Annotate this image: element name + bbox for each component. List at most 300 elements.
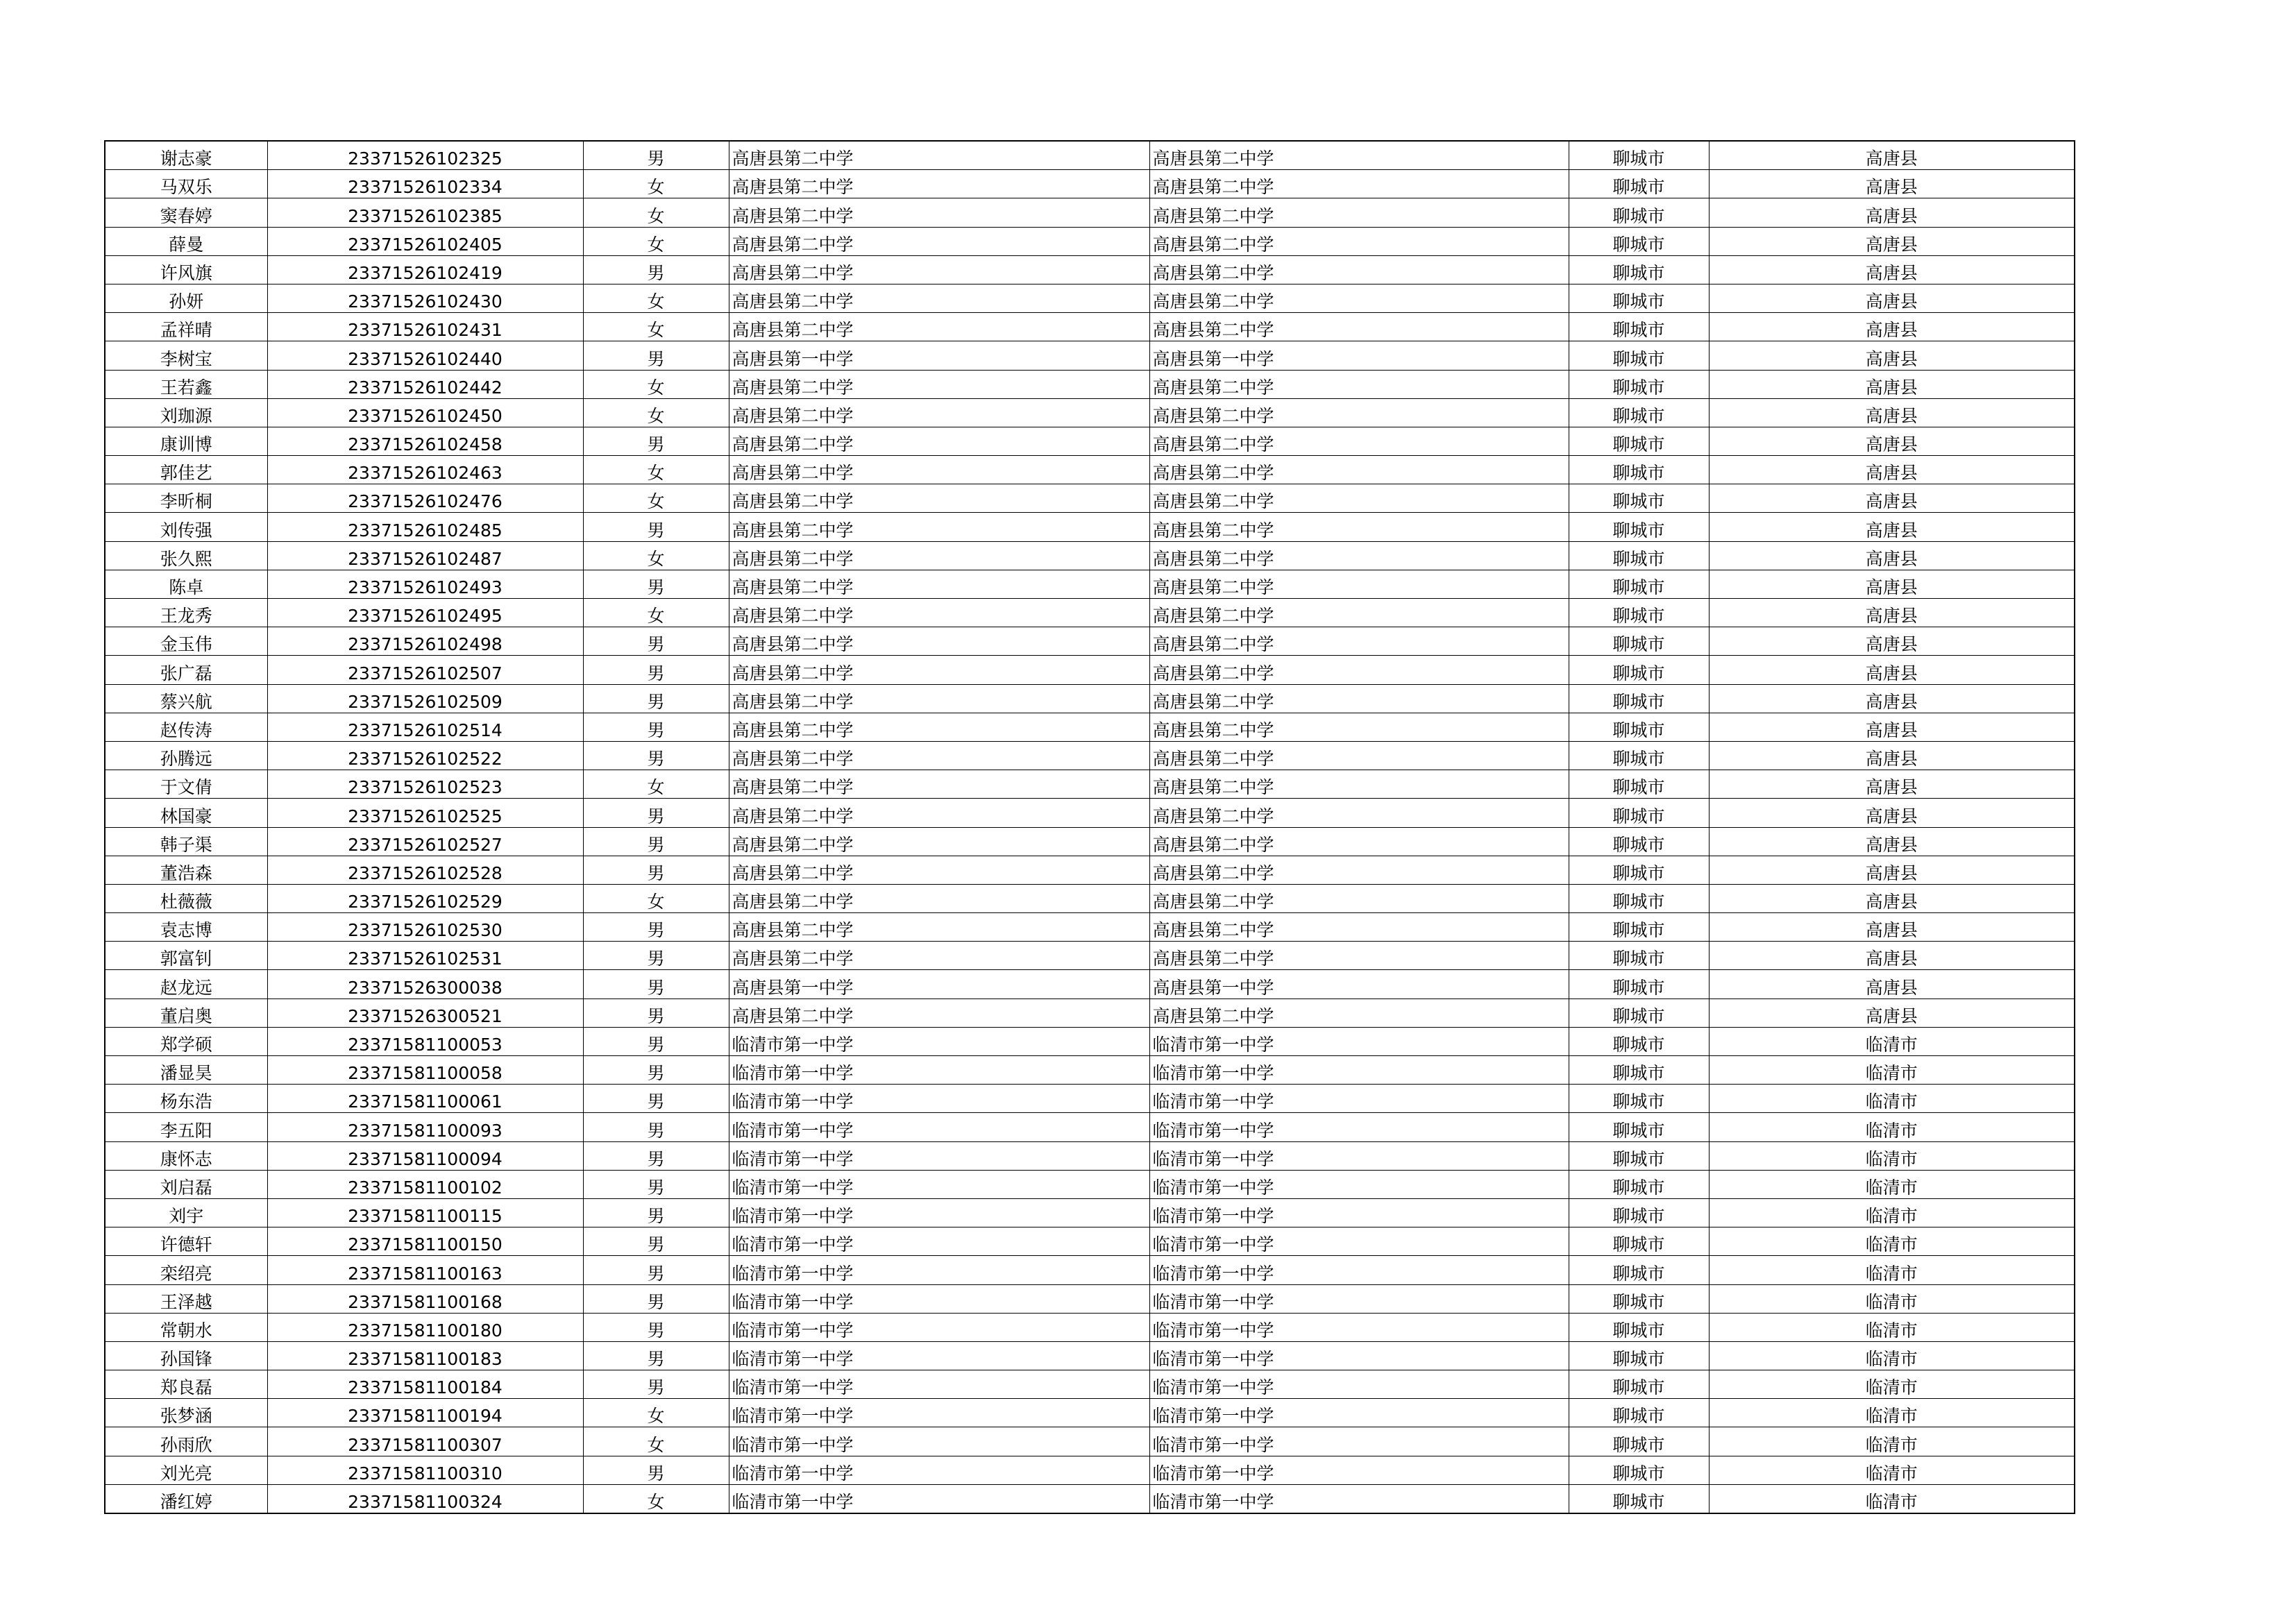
student-name-cell xyxy=(105,684,267,713)
cell-text: 高唐县第二中学 xyxy=(1152,548,1274,569)
cell-text: 临清市第一中学 xyxy=(1152,1263,1274,1284)
cell-text: 高唐县 xyxy=(1865,491,1918,512)
student-id-cell xyxy=(267,1227,583,1256)
cell-text: 聊城市 xyxy=(1612,1234,1665,1255)
cell-text: 李五阳 xyxy=(160,1120,212,1141)
cell-text: 高唐县第二中学 xyxy=(732,634,854,655)
cell-text: 高唐县第二中学 xyxy=(732,863,854,883)
cell-text: 23371581100180 xyxy=(348,1320,503,1341)
county-cell xyxy=(1709,913,2075,942)
cell-text: 赵传涛 xyxy=(160,720,212,740)
cell-text: 临清市第一中学 xyxy=(1152,1035,1274,1055)
cell-text: 聊城市 xyxy=(1612,177,1665,198)
cell-text: 男 xyxy=(647,863,665,883)
cell-text: 刘传强 xyxy=(160,520,212,541)
county-cell xyxy=(1709,513,2075,541)
cell-text: 23371581100053 xyxy=(348,1035,503,1055)
student-id-cell xyxy=(267,570,583,598)
cell-text: 23371526102419 xyxy=(348,262,503,283)
county-cell xyxy=(1709,570,2075,598)
city-cell xyxy=(1569,741,1709,770)
cell-text: 女 xyxy=(647,205,665,226)
county-cell xyxy=(1709,1313,2075,1341)
cell-text: 23371526102405 xyxy=(348,234,503,255)
city-cell xyxy=(1569,627,1709,656)
table-row xyxy=(105,1484,2075,1513)
cell-text: 高唐县第一中学 xyxy=(1152,977,1274,998)
student-id-cell xyxy=(267,599,583,627)
student-id-cell xyxy=(267,856,583,884)
school-cell xyxy=(729,541,1149,570)
cell-text: 临清市第一中学 xyxy=(1152,1434,1274,1455)
table-row xyxy=(105,1256,2075,1284)
cell-text: 高唐县第二中学 xyxy=(732,834,854,855)
student-id-cell xyxy=(267,1313,583,1341)
table-row xyxy=(105,627,2075,656)
cell-text: 郑良磊 xyxy=(160,1377,212,1398)
cell-text: 23371581100058 xyxy=(348,1063,503,1084)
gender-cell xyxy=(583,1399,729,1427)
admission-school-cell xyxy=(1149,1341,1569,1370)
cell-text: 高唐县 xyxy=(1865,863,1918,883)
admission-school-cell xyxy=(1149,370,1569,398)
cell-text: 23371526102450 xyxy=(348,405,503,426)
cell-text: 男 xyxy=(647,1063,665,1084)
gender-cell xyxy=(583,913,729,942)
cell-text: 聊城市 xyxy=(1612,205,1665,226)
cell-text: 康训博 xyxy=(160,434,212,455)
gender-cell xyxy=(583,684,729,713)
student-name-cell xyxy=(105,170,267,198)
school-cell xyxy=(729,570,1149,598)
county-cell xyxy=(1709,370,2075,398)
cell-text: 女 xyxy=(647,548,665,569)
city-cell xyxy=(1569,599,1709,627)
admission-school-cell xyxy=(1149,599,1569,627)
cell-text: 聊城市 xyxy=(1612,291,1665,312)
city-cell xyxy=(1569,1170,1709,1198)
cell-text: 董启奥 xyxy=(160,1005,212,1026)
cell-text: 临清市 xyxy=(1865,1349,1918,1370)
table-row xyxy=(105,1313,2075,1341)
admission-school-cell xyxy=(1149,942,1569,970)
student-id-cell xyxy=(267,170,583,198)
cell-text: 高唐县第二中学 xyxy=(1152,834,1274,855)
cell-text: 临清市第一中学 xyxy=(732,1120,854,1141)
gender-cell xyxy=(583,456,729,484)
county-cell xyxy=(1709,827,2075,856)
cell-text: 临清市第一中学 xyxy=(732,1463,854,1484)
student-id-cell xyxy=(267,999,583,1027)
county-cell xyxy=(1709,541,2075,570)
cell-text: 23371526300521 xyxy=(348,1005,503,1026)
cell-text: 王泽越 xyxy=(160,1291,212,1312)
cell-text: 聊城市 xyxy=(1612,1320,1665,1341)
student-id-cell xyxy=(267,713,583,741)
cell-text: 聊城市 xyxy=(1612,777,1665,798)
city-cell xyxy=(1569,1427,1709,1456)
school-cell xyxy=(729,284,1149,312)
student-id-cell xyxy=(267,1056,583,1085)
admission-school-cell xyxy=(1149,1085,1569,1113)
city-cell xyxy=(1569,770,1709,799)
cell-text: 高唐县第二中学 xyxy=(732,177,854,198)
cell-text: 高唐县 xyxy=(1865,520,1918,541)
admission-school-cell xyxy=(1149,1399,1569,1427)
cell-text: 23371526102525 xyxy=(348,806,503,826)
cell-text: 男 xyxy=(647,1291,665,1312)
admission-school-cell xyxy=(1149,570,1569,598)
school-cell xyxy=(729,255,1149,284)
cell-text: 高唐县第二中学 xyxy=(732,749,854,770)
city-cell xyxy=(1569,370,1709,398)
cell-text: 于文倩 xyxy=(160,777,212,798)
admission-school-cell xyxy=(1149,627,1569,656)
cell-text: 聊城市 xyxy=(1612,405,1665,426)
cell-text: 高唐县第二中学 xyxy=(1152,777,1274,798)
cell-text: 临清市第一中学 xyxy=(732,1063,854,1084)
county-cell xyxy=(1709,741,2075,770)
gender-cell xyxy=(583,1227,729,1256)
county-cell xyxy=(1709,1227,2075,1256)
cell-text: 聊城市 xyxy=(1612,463,1665,484)
cell-text: 23371526102485 xyxy=(348,520,503,541)
student-name-cell xyxy=(105,1370,267,1399)
cell-text: 聊城市 xyxy=(1612,1263,1665,1284)
cell-text: 高唐县第二中学 xyxy=(732,806,854,826)
city-cell xyxy=(1569,1198,1709,1227)
city-cell xyxy=(1569,913,1709,942)
county-cell xyxy=(1709,942,2075,970)
cell-text: 临清市第一中学 xyxy=(732,1349,854,1370)
cell-text: 23371526102463 xyxy=(348,463,503,484)
admission-school-cell xyxy=(1149,1170,1569,1198)
admission-school-cell xyxy=(1149,741,1569,770)
cell-text: 聊城市 xyxy=(1612,234,1665,255)
admission-school-cell xyxy=(1149,713,1569,741)
cell-text: 23371526102431 xyxy=(348,320,503,341)
city-cell xyxy=(1569,1399,1709,1427)
student-name-cell xyxy=(105,1456,267,1484)
cell-text: 临清市第一中学 xyxy=(1152,1063,1274,1084)
cell-text: 高唐县第二中学 xyxy=(1152,892,1274,912)
city-cell xyxy=(1569,198,1709,227)
student-id-cell xyxy=(267,1027,583,1055)
cell-text: 临清市第一中学 xyxy=(1152,1206,1274,1227)
cell-text: 高唐县 xyxy=(1865,463,1918,484)
cell-text: 高唐县 xyxy=(1865,577,1918,597)
table-row xyxy=(105,370,2075,398)
admission-school-cell xyxy=(1149,1284,1569,1313)
cell-text: 男 xyxy=(647,720,665,740)
student-id-cell xyxy=(267,741,583,770)
city-cell xyxy=(1569,341,1709,370)
cell-text: 刘光亮 xyxy=(160,1463,212,1484)
gender-cell xyxy=(583,799,729,827)
county-cell xyxy=(1709,313,2075,341)
student-id-cell xyxy=(267,770,583,799)
cell-text: 临清市第一中学 xyxy=(732,1148,854,1169)
school-cell xyxy=(729,227,1149,255)
student-name-cell xyxy=(105,1027,267,1055)
cell-text: 高唐县第二中学 xyxy=(1152,463,1274,484)
table-row xyxy=(105,198,2075,227)
county-cell xyxy=(1709,1370,2075,1399)
cell-text: 男 xyxy=(647,1120,665,1141)
gender-cell xyxy=(583,1284,729,1313)
gender-cell xyxy=(583,884,729,912)
gender-cell xyxy=(583,427,729,455)
table-row xyxy=(105,970,2075,999)
gender-cell xyxy=(583,1370,729,1399)
cell-text: 高唐县第二中学 xyxy=(1152,634,1274,655)
school-cell xyxy=(729,1427,1149,1456)
gender-cell xyxy=(583,570,729,598)
county-cell xyxy=(1709,484,2075,513)
school-cell xyxy=(729,513,1149,541)
cell-text: 聊城市 xyxy=(1612,606,1665,627)
cell-text: 临清市第一中学 xyxy=(732,1234,854,1255)
student-name-cell xyxy=(105,141,267,170)
cell-text: 马双乐 xyxy=(160,177,212,198)
table-row xyxy=(105,1085,2075,1113)
admission-school-cell xyxy=(1149,255,1569,284)
cell-text: 男 xyxy=(647,634,665,655)
student-id-cell xyxy=(267,398,583,427)
county-cell xyxy=(1709,884,2075,912)
city-cell xyxy=(1569,942,1709,970)
admission-school-cell xyxy=(1149,1484,1569,1513)
school-cell xyxy=(729,141,1149,170)
cell-text: 高唐县第二中学 xyxy=(1152,691,1274,712)
cell-text: 高唐县 xyxy=(1865,806,1918,826)
cell-text: 男 xyxy=(647,749,665,770)
cell-text: 临清市第一中学 xyxy=(1152,1320,1274,1341)
table-row xyxy=(105,741,2075,770)
gender-cell xyxy=(583,827,729,856)
admission-school-cell xyxy=(1149,656,1569,684)
gender-cell xyxy=(583,198,729,227)
city-cell xyxy=(1569,713,1709,741)
cell-text: 男 xyxy=(647,1320,665,1341)
cell-text: 聊城市 xyxy=(1612,377,1665,398)
student-name-cell xyxy=(105,1198,267,1227)
student-id-cell xyxy=(267,284,583,312)
student-id-cell xyxy=(267,913,583,942)
cell-text: 高唐县第二中学 xyxy=(1152,177,1274,198)
county-cell xyxy=(1709,141,2075,170)
cell-text: 23371581100194 xyxy=(348,1406,503,1427)
cell-text: 临清市第一中学 xyxy=(732,1177,854,1198)
student-name-cell xyxy=(105,1085,267,1113)
gender-cell xyxy=(583,1484,729,1513)
table-row xyxy=(105,284,2075,312)
cell-text: 高唐县 xyxy=(1865,606,1918,627)
city-cell xyxy=(1569,1370,1709,1399)
student-id-cell xyxy=(267,970,583,999)
cell-text: 23371526102334 xyxy=(348,177,503,198)
cell-text: 李昕桐 xyxy=(160,491,212,512)
admission-school-cell xyxy=(1149,884,1569,912)
cell-text: 聊城市 xyxy=(1612,434,1665,455)
student-name-cell xyxy=(105,741,267,770)
city-cell xyxy=(1569,1113,1709,1141)
cell-text: 聊城市 xyxy=(1612,691,1665,712)
cell-text: 23371526102523 xyxy=(348,777,503,798)
cell-text: 男 xyxy=(647,348,665,369)
cell-text: 金玉伟 xyxy=(160,634,212,655)
table-row xyxy=(105,513,2075,541)
cell-text: 23371581100115 xyxy=(348,1206,503,1227)
admission-school-cell xyxy=(1149,427,1569,455)
admission-school-cell xyxy=(1149,1141,1569,1170)
table-row xyxy=(105,1284,2075,1313)
school-cell xyxy=(729,427,1149,455)
cell-text: 杨东浩 xyxy=(160,1091,212,1112)
student-name-cell xyxy=(105,856,267,884)
cell-text: 林国豪 xyxy=(160,806,212,826)
cell-text: 高唐县第二中学 xyxy=(732,949,854,969)
admission-school-cell xyxy=(1149,770,1569,799)
cell-text: 23371581100093 xyxy=(348,1120,503,1141)
admission-school-cell xyxy=(1149,1056,1569,1085)
student-id-cell xyxy=(267,656,583,684)
student-id-cell xyxy=(267,227,583,255)
admission-school-cell xyxy=(1149,1456,1569,1484)
cell-text: 高唐县第二中学 xyxy=(1152,262,1274,283)
cell-text: 高唐县 xyxy=(1865,691,1918,712)
student-id-cell xyxy=(267,513,583,541)
cell-text: 23371581100102 xyxy=(348,1177,503,1198)
cell-text: 女 xyxy=(647,405,665,426)
cell-text: 聊城市 xyxy=(1612,1120,1665,1141)
cell-text: 女 xyxy=(647,606,665,627)
cell-text: 李树宝 xyxy=(160,348,212,369)
cell-text: 聊城市 xyxy=(1612,1377,1665,1398)
cell-text: 高唐县第二中学 xyxy=(732,377,854,398)
county-cell xyxy=(1709,1284,2075,1313)
cell-text: 23371526102495 xyxy=(348,606,503,627)
county-cell xyxy=(1709,170,2075,198)
city-cell xyxy=(1569,1256,1709,1284)
cell-text: 临清市第一中学 xyxy=(732,1291,854,1312)
city-cell xyxy=(1569,970,1709,999)
cell-text: 孙国锋 xyxy=(160,1349,212,1370)
cell-text: 聊城市 xyxy=(1612,1035,1665,1055)
admission-school-cell xyxy=(1149,1198,1569,1227)
cell-text: 临清市第一中学 xyxy=(1152,1120,1274,1141)
cell-text: 23371581100310 xyxy=(348,1463,503,1484)
gender-cell xyxy=(583,1170,729,1198)
cell-text: 临清市 xyxy=(1865,1263,1918,1284)
student-id-cell xyxy=(267,1113,583,1141)
table-row xyxy=(105,770,2075,799)
table-row xyxy=(105,398,2075,427)
cell-text: 刘启磊 xyxy=(160,1177,212,1198)
student-name-cell xyxy=(105,255,267,284)
cell-text: 高唐县第二中学 xyxy=(1152,205,1274,226)
gender-cell xyxy=(583,513,729,541)
cell-text: 高唐县第一中学 xyxy=(732,977,854,998)
table-row xyxy=(105,1399,2075,1427)
school-cell xyxy=(729,1027,1149,1055)
gender-cell xyxy=(583,1027,729,1055)
cell-text: 高唐县第二中学 xyxy=(732,892,854,912)
cell-text: 男 xyxy=(647,1148,665,1169)
cell-text: 临清市 xyxy=(1865,1492,1918,1512)
cell-text: 高唐县第一中学 xyxy=(732,348,854,369)
cell-text: 高唐县 xyxy=(1865,434,1918,455)
student-name-cell xyxy=(105,1399,267,1427)
cell-text: 女 xyxy=(647,491,665,512)
cell-text: 高唐县第二中学 xyxy=(732,291,854,312)
school-cell xyxy=(729,1456,1149,1484)
cell-text: 23371526102440 xyxy=(348,348,503,369)
gender-cell xyxy=(583,1341,729,1370)
cell-text: 临清市 xyxy=(1865,1091,1918,1112)
cell-text: 男 xyxy=(647,1377,665,1398)
cell-text: 高唐县第二中学 xyxy=(1152,1005,1274,1026)
county-cell xyxy=(1709,1484,2075,1513)
student-id-cell xyxy=(267,198,583,227)
student-id-cell xyxy=(267,541,583,570)
admission-school-cell xyxy=(1149,1370,1569,1399)
student-name-cell xyxy=(105,970,267,999)
cell-text: 陈卓 xyxy=(169,577,204,597)
student-name-cell xyxy=(105,284,267,312)
cell-text: 女 xyxy=(647,291,665,312)
table-row xyxy=(105,541,2075,570)
county-cell xyxy=(1709,1456,2075,1484)
student-id-cell xyxy=(267,684,583,713)
cell-text: 韩子渠 xyxy=(160,834,212,855)
county-cell xyxy=(1709,398,2075,427)
school-cell xyxy=(729,770,1149,799)
cell-text: 23371526102529 xyxy=(348,892,503,912)
table-row xyxy=(105,799,2075,827)
student-id-cell xyxy=(267,255,583,284)
table-row xyxy=(105,1141,2075,1170)
cell-text: 临清市 xyxy=(1865,1148,1918,1169)
student-id-cell xyxy=(267,1085,583,1113)
city-cell xyxy=(1569,456,1709,484)
cell-text: 女 xyxy=(647,1434,665,1455)
cell-text: 聊城市 xyxy=(1612,977,1665,998)
admission-school-cell xyxy=(1149,398,1569,427)
admission-school-cell xyxy=(1149,198,1569,227)
cell-text: 23371526102385 xyxy=(348,205,503,226)
student-name-cell xyxy=(105,627,267,656)
table-row xyxy=(105,1027,2075,1055)
cell-text: 聊城市 xyxy=(1612,1148,1665,1169)
student-name-cell xyxy=(105,1284,267,1313)
county-cell xyxy=(1709,1141,2075,1170)
cell-text: 临清市第一中学 xyxy=(1152,1406,1274,1427)
student-name-cell xyxy=(105,456,267,484)
student-id-cell xyxy=(267,799,583,827)
table-row xyxy=(105,255,2075,284)
cell-text: 高唐县第二中学 xyxy=(732,577,854,597)
cell-text: 男 xyxy=(647,1234,665,1255)
cell-text: 临清市第一中学 xyxy=(1152,1492,1274,1512)
student-id-cell xyxy=(267,1341,583,1370)
cell-text: 聊城市 xyxy=(1612,1492,1665,1512)
student-id-cell xyxy=(267,1399,583,1427)
school-cell xyxy=(729,799,1149,827)
cell-text: 孙腾远 xyxy=(160,749,212,770)
city-cell xyxy=(1569,827,1709,856)
cell-text: 23371526102528 xyxy=(348,863,503,883)
